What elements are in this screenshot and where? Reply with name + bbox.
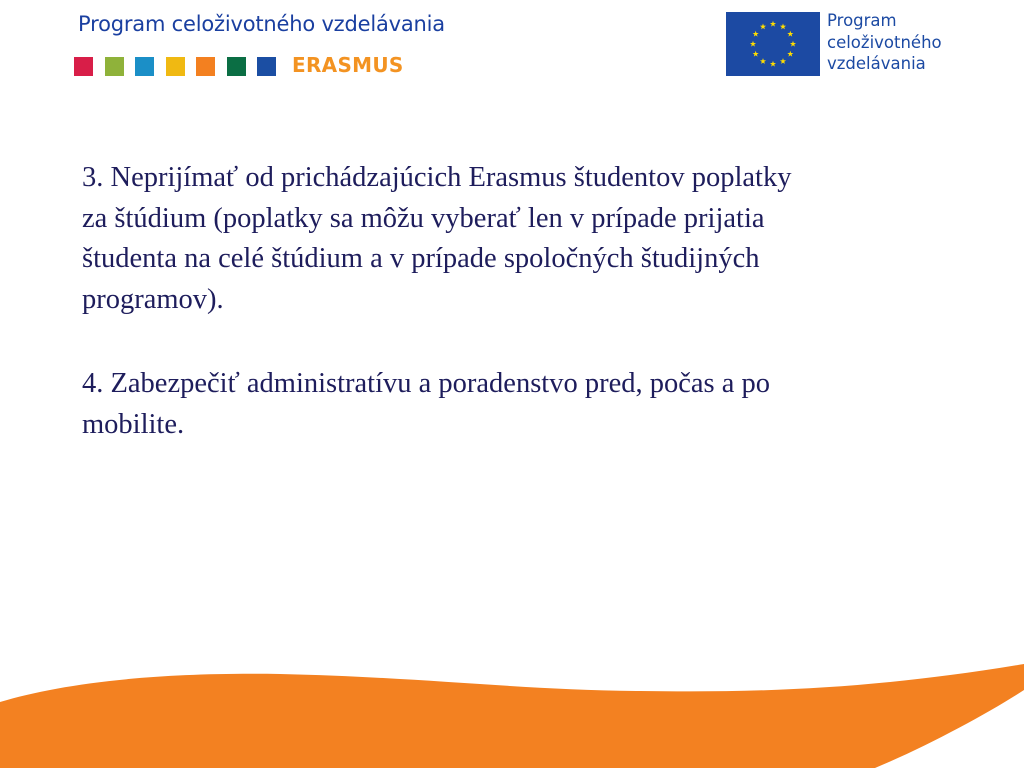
program-name-erasmus: ERASMUS — [292, 53, 404, 77]
point-3-line: študenta na celé štúdium a v prípade spoločných študijných — [82, 243, 760, 274]
eu-logo-line-3: vzdelávania — [827, 54, 926, 73]
point-4-line: mobilite. — [82, 408, 185, 440]
point-3-line: 3. Neprijímať od prichádzajúcich Erasmus študentov poplatky — [82, 162, 792, 193]
point-4-line: 4. Zabezpečiť administratívu a poradenstvo pred, počas a po — [82, 368, 771, 399]
eu-logo-line-2: celoživotného — [827, 32, 942, 52]
point-3-line: za štúdium (poplatky sa môžu vyberať len v prípade prijatia — [82, 202, 765, 234]
eu-logo-line-1: Program — [827, 11, 897, 30]
header-title: Program celoživotného vzdelávania — [78, 12, 445, 36]
point-3-line: programov). — [82, 283, 224, 315]
